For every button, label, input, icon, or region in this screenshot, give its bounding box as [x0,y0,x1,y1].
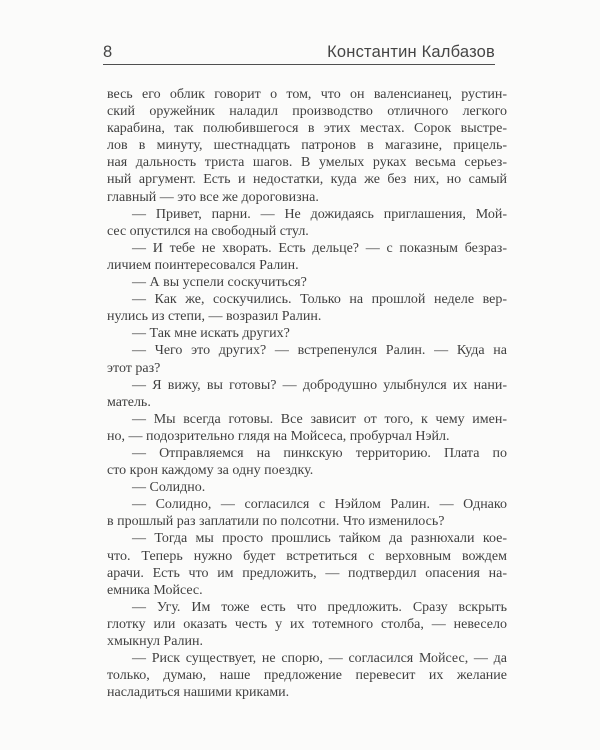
text-line: — Я вижу, вы готовы? — добродушно улыбнулся их нани- [132,377,507,393]
page-number: 8 [103,43,113,61]
text-line: — Тогда мы просто прошлись тайком да разнюхали кое- [132,531,507,547]
text-line: лов в минуту, шестнадцать патронов в магазине, прицель- [107,138,507,154]
paragraph [107,496,507,530]
text-line: матель. [107,394,151,410]
text-line: — Привет, парни. — Не дожидаясь приглашения, Мой- [132,206,507,222]
paragraph [107,479,507,496]
text-line: сто крон каждому за одну поездку. [107,463,314,479]
paragraph [107,291,507,325]
text-line: — Чего это других? — встрепенулся Ралин. — Куда на [132,343,507,359]
text-line: — Солидно. [132,480,206,496]
paragraph [107,240,507,274]
paragraph [107,377,507,411]
paragraph [107,599,507,650]
running-header [103,44,495,65]
paragraph [107,530,507,598]
text-line: нулись из степи, — возразил Ралин. [107,309,322,325]
text-line: весь его облик говорит о том, что он валенсианец, рустин- [107,87,507,102]
paragraph [107,274,507,291]
text-line: — А вы успели соскучиться? [132,275,307,291]
text-line: хмыкнул Ралин. [107,634,204,649]
paragraph [107,650,507,701]
text-line: этот раз? [107,360,161,376]
text-line: главный — это все же дороговизна. [107,189,319,205]
text-line: — Солидно, — согласился с Нэйлом Ралин. — Однако [132,497,507,513]
text-line: — Так мне искать других? [132,326,290,342]
text-line: глотку или оказать честь у их тотемного столба, — невесело [107,616,507,632]
text-line: — Риск существует, не спорю, — согласился Мойсес, — да [132,651,507,667]
text-line: карабина, так полюбившегося в этих местах. Сорок выстре- [107,121,507,137]
paragraph [107,206,507,240]
paragraph [107,342,507,376]
paragraph [107,86,507,206]
text-line: — Угу. Им тоже есть что предложить. Сразу вскрыть [132,599,507,615]
paragraph [107,325,507,342]
text-line: арачи. Есть что им предложить, — подтвердил опасения на- [107,565,507,581]
text-line: ный аргумент. Есть и недостатки, куда же без них, но самый [107,172,507,188]
paragraph [107,445,507,479]
text-line: сес опустился на свободный стул. [107,223,309,239]
author-name: Константин Калбазов [327,43,495,61]
book-page-text [107,86,507,701]
text-line: — И тебе не хворать. Есть дельце? — с показным безраз- [132,240,507,256]
text-line: в прошлый раз заплатили по полсотни. Что изменилось? [107,514,445,530]
text-line: — Отправляемся на пинкскую территорию. Плата по [132,445,507,461]
text-line: емника Мойсес. [107,582,203,598]
text-line: личием поинтересовался Ралин. [107,257,299,273]
text-line: насладиться нашими криками. [107,685,290,701]
text-line: — Мы всегда готовы. Все зависит от того, к чему имен- [132,411,507,427]
text-line: что. Теперь нужно будет встретиться с верховным вождем [107,548,507,564]
text-line: ная дальность триста шагов. В умелых руках весьма серьез- [107,155,507,171]
text-line: ский оружейник наладил производство отличного легкого [107,104,507,120]
text-line: — Как же, соскучились. Только на прошлой неделе вер- [132,292,507,308]
paragraph [107,411,507,445]
text-line: но, — подозрительно глядя на Мойсеса, пробурчал Нэйл. [107,428,450,444]
text-line: только, думаю, наше предложение перевесит их желание [107,668,507,684]
